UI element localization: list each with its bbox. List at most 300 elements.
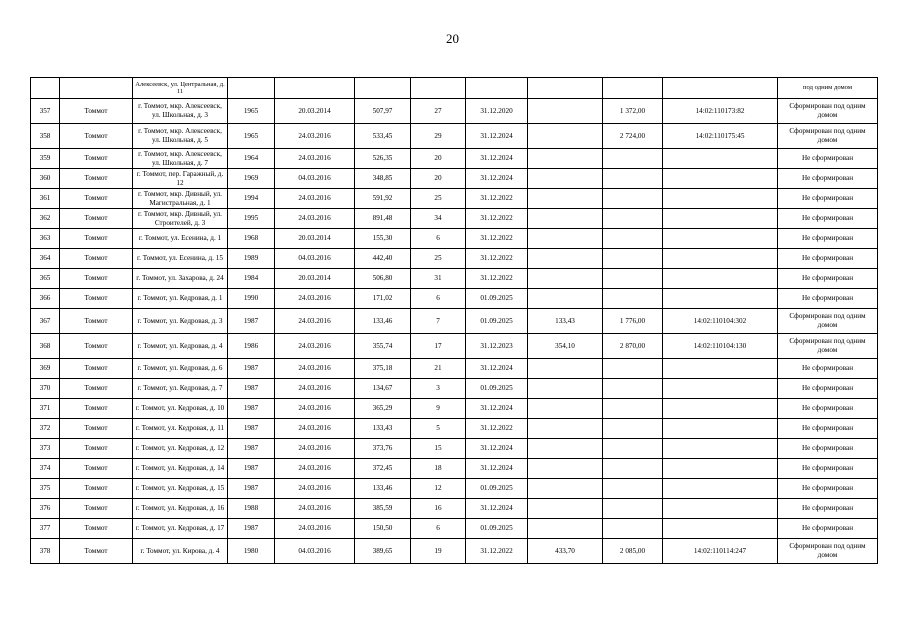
cell-no: 364 — [31, 249, 60, 269]
cell-date: 24.03.2016 — [275, 359, 355, 379]
cell-status: Не сформирован — [778, 269, 878, 289]
cell-cad-area — [603, 249, 663, 269]
cell-year: 1968 — [228, 229, 275, 249]
cell-address: г. Томмот, ул. Кедровая, д. 17 — [133, 519, 228, 539]
cell-cad-area — [603, 269, 663, 289]
table-row — [31, 309, 878, 334]
cell-cad-area: 2 870,00 — [603, 334, 663, 359]
cell-residents: 16 — [411, 499, 466, 519]
cell-city: Томмот — [60, 189, 133, 209]
cell-no: 365 — [31, 269, 60, 289]
cell-year: 1994 — [228, 189, 275, 209]
cell-cad-number — [663, 399, 778, 419]
cell-land-area — [528, 439, 603, 459]
table-body — [31, 78, 878, 564]
cell-address: г. Томмот, ул. Есенина, д. 15 — [133, 249, 228, 269]
cell-land-area: 133,43 — [528, 309, 603, 334]
cell-city: Томмот — [60, 439, 133, 459]
cell-cad-area: 2 085,00 — [603, 539, 663, 564]
cell-residents — [411, 78, 466, 99]
cell-status: Не сформирован — [778, 419, 878, 439]
cell-date: 24.03.2016 — [275, 439, 355, 459]
cell-land-area — [528, 379, 603, 399]
cell-address: г. Томмот, ул. Кедровая, д. 15 — [133, 479, 228, 499]
cell-cad-area — [603, 519, 663, 539]
cell-area: 134,67 — [355, 379, 411, 399]
cell-area: 442,40 — [355, 249, 411, 269]
cell-city: Томмот — [60, 399, 133, 419]
cell-year: 1987 — [228, 379, 275, 399]
cell-status: Не сформирован — [778, 479, 878, 499]
cell-cad-number — [663, 209, 778, 229]
cell-area: 171,02 — [355, 289, 411, 309]
cell-year — [228, 78, 275, 99]
cell-residents: 15 — [411, 439, 466, 459]
cell-deadline: 31.12.2024 — [466, 359, 528, 379]
cell-address: г. Томмот, ул. Есенина, д. 1 — [133, 229, 228, 249]
cell-no: 361 — [31, 189, 60, 209]
cell-residents: 31 — [411, 269, 466, 289]
cell-cad-area — [603, 479, 663, 499]
cell-area: 372,45 — [355, 459, 411, 479]
cell-cad-number: 14:02:110173:82 — [663, 99, 778, 124]
cell-cad-number — [663, 359, 778, 379]
table-row — [31, 499, 878, 519]
cell-cad-number — [663, 439, 778, 459]
cell-date: 24.03.2016 — [275, 379, 355, 399]
cell-address: г. Томмот, мкр. Дивный, ул. Магистральная, д. 1 — [133, 189, 228, 209]
cell-date: 24.03.2016 — [275, 149, 355, 169]
cell-land-area — [528, 149, 603, 169]
cell-area: 155,30 — [355, 229, 411, 249]
cell-date: 24.03.2016 — [275, 419, 355, 439]
table-row — [31, 289, 878, 309]
cell-status: Не сформирован — [778, 519, 878, 539]
cell-no: 360 — [31, 169, 60, 189]
cell-no: 375 — [31, 479, 60, 499]
cell-residents: 34 — [411, 209, 466, 229]
cell-land-area — [528, 269, 603, 289]
cell-year: 1980 — [228, 539, 275, 564]
cell-date: 24.03.2016 — [275, 519, 355, 539]
cell-deadline: 31.12.2022 — [466, 189, 528, 209]
cell-no: 363 — [31, 229, 60, 249]
cell-cad-area — [603, 78, 663, 99]
cell-address: г. Томмот, пер. Гаражный, д. 12 — [133, 169, 228, 189]
cell-area: 365,29 — [355, 399, 411, 419]
cell-address: г. Томмот, ул. Кедровая, д. 7 — [133, 379, 228, 399]
cell-no: 369 — [31, 359, 60, 379]
cell-cad-number — [663, 269, 778, 289]
cell-year: 1995 — [228, 209, 275, 229]
cell-year: 1988 — [228, 499, 275, 519]
cell-deadline: 31.12.2022 — [466, 419, 528, 439]
cell-residents: 17 — [411, 334, 466, 359]
cell-land-area — [528, 499, 603, 519]
table-row — [31, 479, 878, 499]
cell-residents: 25 — [411, 189, 466, 209]
cell-deadline: 31.12.2022 — [466, 269, 528, 289]
table-row — [31, 189, 878, 209]
cell-status: Сформирован под одним домом — [778, 539, 878, 564]
cell-area — [355, 78, 411, 99]
cell-land-area — [528, 359, 603, 379]
cell-cad-number: 14:02:110175:45 — [663, 124, 778, 149]
cell-date: 20.03.2014 — [275, 269, 355, 289]
cell-date: 24.03.2016 — [275, 189, 355, 209]
cell-address: г. Томмот, мкр. Алексеевск, ул. Школьная, д. 7 — [133, 149, 228, 169]
cell-status: Не сформирован — [778, 209, 878, 229]
cell-land-area — [528, 124, 603, 149]
cell-address: г. Томмот, мкр. Алексеевск, ул. Школьная, д. 5 — [133, 124, 228, 149]
table-row — [31, 169, 878, 189]
cell-year: 1987 — [228, 359, 275, 379]
cell-land-area — [528, 459, 603, 479]
cell-cad-area — [603, 289, 663, 309]
table-row — [31, 249, 878, 269]
cell-cad-area — [603, 399, 663, 419]
cell-deadline: 31.12.2024 — [466, 124, 528, 149]
cell-address: г. Томмот, ул. Кедровая, д. 1 — [133, 289, 228, 309]
cell-city: Томмот — [60, 309, 133, 334]
cell-address: г. Томмот, ул. Захарова, д. 24 — [133, 269, 228, 289]
cell-no: 358 — [31, 124, 60, 149]
cell-no: 368 — [31, 334, 60, 359]
cell-no: 366 — [31, 289, 60, 309]
cell-year: 1965 — [228, 99, 275, 124]
table-row — [31, 359, 878, 379]
cell-address: Алексеевск, ул. Центральная, д. 11 — [133, 78, 228, 99]
cell-no: 371 — [31, 399, 60, 419]
cell-area: 533,45 — [355, 124, 411, 149]
cell-cad-area — [603, 149, 663, 169]
cell-date: 24.03.2016 — [275, 309, 355, 334]
cell-status: под одним домом — [778, 78, 878, 99]
cell-status: Не сформирован — [778, 499, 878, 519]
cell-deadline: 01.09.2025 — [466, 289, 528, 309]
cell-status: Не сформирован — [778, 249, 878, 269]
cell-deadline: 01.09.2025 — [466, 519, 528, 539]
cell-no: 367 — [31, 309, 60, 334]
cell-year: 1969 — [228, 169, 275, 189]
cell-cad-area: 1 372,00 — [603, 99, 663, 124]
cell-address: г. Томмот, ул. Кедровая, д. 4 — [133, 334, 228, 359]
cell-cad-number — [663, 189, 778, 209]
cell-cad-number — [663, 149, 778, 169]
cell-address: г. Томмот, ул. Кирова, д. 4 — [133, 539, 228, 564]
cell-status: Не сформирован — [778, 399, 878, 419]
cell-cad-number — [663, 379, 778, 399]
cell-status: Не сформирован — [778, 289, 878, 309]
cell-year: 1987 — [228, 479, 275, 499]
cell-deadline: 01.09.2025 — [466, 479, 528, 499]
cell-area: 591,92 — [355, 189, 411, 209]
cell-year: 1964 — [228, 149, 275, 169]
cell-no: 362 — [31, 209, 60, 229]
cell-status: Не сформирован — [778, 379, 878, 399]
cell-date: 04.03.2016 — [275, 539, 355, 564]
cell-area: 506,80 — [355, 269, 411, 289]
cell-cad-number: 14:02:110104:130 — [663, 334, 778, 359]
table-row — [31, 334, 878, 359]
cell-cad-area — [603, 459, 663, 479]
cell-cad-number — [663, 229, 778, 249]
cell-land-area — [528, 289, 603, 309]
cell-address: г. Томмот, ул. Кедровая, д. 11 — [133, 419, 228, 439]
cell-deadline: 31.12.2020 — [466, 99, 528, 124]
cell-year: 1987 — [228, 519, 275, 539]
cell-city: Томмот — [60, 519, 133, 539]
cell-city: Томмот — [60, 539, 133, 564]
cell-deadline: 31.12.2022 — [466, 209, 528, 229]
cell-address: г. Томмот, ул. Кедровая, д. 16 — [133, 499, 228, 519]
cell-year: 1989 — [228, 249, 275, 269]
cell-status: Сформирован под одним домом — [778, 309, 878, 334]
cell-deadline: 31.12.2024 — [466, 149, 528, 169]
cell-area: 385,59 — [355, 499, 411, 519]
cell-land-area — [528, 479, 603, 499]
table-row — [31, 439, 878, 459]
cell-area: 348,85 — [355, 169, 411, 189]
cell-cad-area — [603, 499, 663, 519]
cell-status: Сформирован под одним домом — [778, 124, 878, 149]
cell-date — [275, 78, 355, 99]
table-row — [31, 379, 878, 399]
cell-year: 1987 — [228, 419, 275, 439]
cell-address: г. Томмот, мкр. Дивный, ул. Строителей, д. 3 — [133, 209, 228, 229]
cell-area: 375,18 — [355, 359, 411, 379]
cell-cad-number — [663, 479, 778, 499]
cell-cad-area — [603, 439, 663, 459]
cell-date: 24.03.2016 — [275, 479, 355, 499]
cell-cad-area — [603, 169, 663, 189]
cell-land-area — [528, 519, 603, 539]
cell-city: Томмот — [60, 359, 133, 379]
cell-city: Томмот — [60, 459, 133, 479]
cell-cad-area — [603, 209, 663, 229]
cell-area: 133,46 — [355, 309, 411, 334]
cell-cad-area — [603, 189, 663, 209]
cell-address: г. Томмот, ул. Кедровая, д. 6 — [133, 359, 228, 379]
cell-city: Томмот — [60, 209, 133, 229]
cell-land-area — [528, 99, 603, 124]
cell-year: 1990 — [228, 289, 275, 309]
cell-no: 373 — [31, 439, 60, 459]
cell-land-area — [528, 169, 603, 189]
cell-no: 359 — [31, 149, 60, 169]
table-row — [31, 149, 878, 169]
cell-deadline: 31.12.2022 — [466, 229, 528, 249]
cell-deadline: 31.12.2022 — [466, 539, 528, 564]
cell-address: г. Томмот, ул. Кедровая, д. 10 — [133, 399, 228, 419]
cell-deadline: 31.12.2024 — [466, 499, 528, 519]
cell-cad-area: 2 724,00 — [603, 124, 663, 149]
cell-deadline — [466, 78, 528, 99]
cell-year: 1987 — [228, 309, 275, 334]
cell-no: 372 — [31, 419, 60, 439]
cell-date: 20.03.2014 — [275, 229, 355, 249]
cell-deadline: 01.09.2025 — [466, 379, 528, 399]
cell-no: 378 — [31, 539, 60, 564]
table-row — [31, 459, 878, 479]
table-row — [31, 399, 878, 419]
cell-cad-number — [663, 519, 778, 539]
cell-no: 376 — [31, 499, 60, 519]
cell-residents: 9 — [411, 399, 466, 419]
cell-year: 1987 — [228, 399, 275, 419]
cell-city — [60, 78, 133, 99]
cell-address: г. Томмот, ул. Кедровая, д. 12 — [133, 439, 228, 459]
cell-residents: 21 — [411, 359, 466, 379]
cell-address: г. Томмот, ул. Кедровая, д. 14 — [133, 459, 228, 479]
cell-deadline: 31.12.2022 — [466, 249, 528, 269]
cell-status: Сформирован под одним домом — [778, 99, 878, 124]
cell-date: 24.03.2016 — [275, 124, 355, 149]
cell-land-area — [528, 399, 603, 419]
cell-residents: 29 — [411, 124, 466, 149]
cell-residents: 18 — [411, 459, 466, 479]
cell-area: 133,43 — [355, 419, 411, 439]
table-row — [31, 229, 878, 249]
cell-residents: 6 — [411, 229, 466, 249]
cell-residents: 7 — [411, 309, 466, 334]
cell-land-area — [528, 209, 603, 229]
cell-year: 1986 — [228, 334, 275, 359]
cell-status: Сформирован под одним домом — [778, 334, 878, 359]
table-row — [31, 539, 878, 564]
cell-status: Не сформирован — [778, 439, 878, 459]
housing-registry-table — [30, 77, 878, 564]
cell-city: Томмот — [60, 479, 133, 499]
cell-cad-area — [603, 419, 663, 439]
cell-land-area — [528, 189, 603, 209]
cell-city: Томмот — [60, 379, 133, 399]
cell-city: Томмот — [60, 169, 133, 189]
cell-city: Томмот — [60, 229, 133, 249]
cell-land-area: 354,10 — [528, 334, 603, 359]
cell-area: 150,50 — [355, 519, 411, 539]
table-row — [31, 269, 878, 289]
cell-no: 377 — [31, 519, 60, 539]
table-row-continued — [31, 78, 878, 99]
cell-residents: 25 — [411, 249, 466, 269]
cell-deadline: 31.12.2024 — [466, 459, 528, 479]
cell-date: 04.03.2016 — [275, 169, 355, 189]
table-row — [31, 124, 878, 149]
cell-year: 1965 — [228, 124, 275, 149]
cell-status: Не сформирован — [778, 189, 878, 209]
cell-city: Томмот — [60, 249, 133, 269]
cell-land-area — [528, 229, 603, 249]
cell-cad-number — [663, 499, 778, 519]
cell-area: 526,35 — [355, 149, 411, 169]
cell-year: 1984 — [228, 269, 275, 289]
cell-cad-number — [663, 78, 778, 99]
cell-area: 373,76 — [355, 439, 411, 459]
cell-year: 1987 — [228, 439, 275, 459]
cell-status: Не сформирован — [778, 149, 878, 169]
cell-no — [31, 78, 60, 99]
cell-cad-number — [663, 289, 778, 309]
cell-status: Не сформирован — [778, 169, 878, 189]
cell-date: 24.03.2016 — [275, 499, 355, 519]
cell-cad-number — [663, 169, 778, 189]
cell-residents: 5 — [411, 419, 466, 439]
cell-date: 24.03.2016 — [275, 209, 355, 229]
page-number: 20 — [446, 31, 459, 46]
cell-city: Томмот — [60, 99, 133, 124]
cell-cad-area: 1 776,00 — [603, 309, 663, 334]
cell-address: г. Томмот, мкр. Алексеевск, ул. Школьная, д. 3 — [133, 99, 228, 124]
cell-residents: 27 — [411, 99, 466, 124]
cell-deadline: 31.12.2024 — [466, 439, 528, 459]
cell-city: Томмот — [60, 499, 133, 519]
cell-cad-number — [663, 419, 778, 439]
cell-status: Не сформирован — [778, 229, 878, 249]
cell-city: Томмот — [60, 334, 133, 359]
cell-deadline: 31.12.2024 — [466, 399, 528, 419]
cell-city: Томмот — [60, 419, 133, 439]
cell-area: 355,74 — [355, 334, 411, 359]
cell-no: 374 — [31, 459, 60, 479]
cell-cad-number — [663, 459, 778, 479]
cell-residents: 19 — [411, 539, 466, 564]
cell-area: 133,46 — [355, 479, 411, 499]
cell-deadline: 31.12.2024 — [466, 169, 528, 189]
cell-residents: 12 — [411, 479, 466, 499]
cell-deadline: 01.09.2025 — [466, 309, 528, 334]
table-row — [31, 99, 878, 124]
cell-cad-number — [663, 249, 778, 269]
cell-residents: 6 — [411, 519, 466, 539]
cell-area: 891,48 — [355, 209, 411, 229]
cell-cad-number: 14:02:110104:302 — [663, 309, 778, 334]
cell-date: 24.03.2016 — [275, 289, 355, 309]
cell-status: Не сформирован — [778, 359, 878, 379]
cell-cad-area — [603, 379, 663, 399]
cell-residents: 3 — [411, 379, 466, 399]
cell-address: г. Томмот, ул. Кедровая, д. 3 — [133, 309, 228, 334]
cell-land-area — [528, 249, 603, 269]
cell-area: 507,97 — [355, 99, 411, 124]
cell-city: Томмот — [60, 149, 133, 169]
cell-land-area: 433,70 — [528, 539, 603, 564]
table-row — [31, 209, 878, 229]
cell-status: Не сформирован — [778, 459, 878, 479]
cell-land-area — [528, 78, 603, 99]
cell-date: 24.03.2016 — [275, 399, 355, 419]
cell-no: 357 — [31, 99, 60, 124]
cell-date: 04.03.2016 — [275, 249, 355, 269]
cell-year: 1987 — [228, 459, 275, 479]
table-row — [31, 419, 878, 439]
cell-date: 24.03.2016 — [275, 334, 355, 359]
cell-cad-number: 14:02:110114:247 — [663, 539, 778, 564]
cell-residents: 6 — [411, 289, 466, 309]
cell-no: 370 — [31, 379, 60, 399]
cell-city: Томмот — [60, 124, 133, 149]
cell-city: Томмот — [60, 269, 133, 289]
cell-cad-area — [603, 359, 663, 379]
cell-area: 389,65 — [355, 539, 411, 564]
cell-cad-area — [603, 229, 663, 249]
cell-city: Томмот — [60, 289, 133, 309]
cell-date: 20.03.2014 — [275, 99, 355, 124]
cell-land-area — [528, 419, 603, 439]
table-row — [31, 519, 878, 539]
cell-residents: 20 — [411, 149, 466, 169]
cell-deadline: 31.12.2023 — [466, 334, 528, 359]
